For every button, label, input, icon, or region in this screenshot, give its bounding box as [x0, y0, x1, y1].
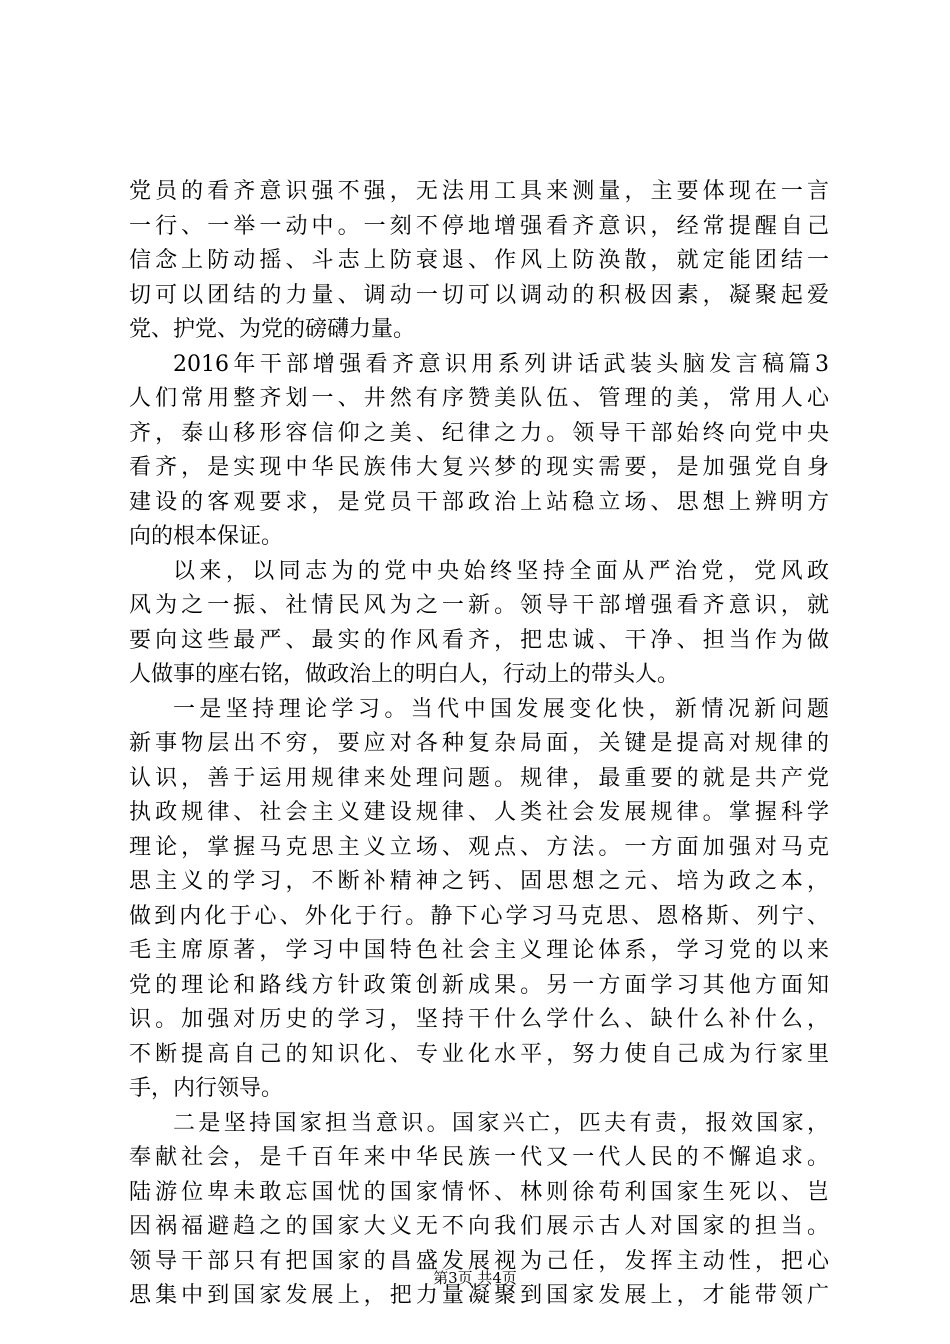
text-line: 信念上防动摇、斗志上防衰退、作风上防涣散，就定能团结一	[129, 248, 829, 273]
text-line: 切可以团结的力量、调动一切可以调动的积极因素，凝聚起爱	[129, 282, 829, 308]
text-line: 毛主席原著，学习中国特色社会主义理论体系，学习党的以来	[129, 938, 829, 963]
text-line: 做到内化于心、外化于行。静下心学习马克思、恩格斯、列宁、	[129, 903, 829, 929]
text-line: 风为之一振、社情民风为之一新。领导干部增强看齐意识，就	[129, 593, 829, 618]
text-line: 一行、一举一动中。一刻不停地增强看齐意识，经常提醒自己	[129, 213, 829, 239]
text-line: 以来，以同志为的党中央始终坚持全面从严治党，党风政	[173, 558, 829, 584]
body-text	[129, 175, 829, 1314]
text-line: 思集中到国家发展上，把力量凝聚到国家发展上，才能带领广	[129, 1283, 829, 1308]
text-line: 要向这些最严、最实的作风看齐，把忠诚、干净、担当作为做	[129, 627, 829, 653]
text-line: 认识，善于运用规律来处理问题。规律，最重要的就是共产党	[129, 765, 829, 791]
text-line: 2016年干部增强看齐意识用系列讲话武装头脑发言稿篇3	[173, 351, 829, 377]
text-line: 二是坚持国家担当意识。国家兴亡，匹夫有责，报效国家，	[173, 1110, 829, 1136]
text-line: 看齐，是实现中华民族伟大复兴梦的现实需要，是加强党自身	[129, 455, 829, 480]
text-line: 手，内行领导。	[129, 1076, 284, 1101]
text-line: 执政规律、社会主义建设规律、人类社会发展规律。掌握科学	[129, 800, 829, 825]
text-line: 识。加强对历史的学习，坚持干什么学什么、缺什么补什么，	[129, 1007, 829, 1032]
page-number-footer: 第3页 共4页	[433, 1269, 517, 1287]
text-line: 理论，掌握马克思主义立场、观点、方法。一方面加强对马克	[129, 834, 829, 860]
text-line: 建设的客观要求，是党员干部政治上站稳立场、思想上辨明方	[129, 489, 829, 515]
text-line: 不断提高自己的知识化、专业化水平，努力使自己成为行家里	[129, 1041, 829, 1067]
text-line: 新事物层出不穷，要应对各种复杂局面，关键是提高对规律的	[129, 731, 829, 756]
text-line: 党、护党、为党的磅礴力量。	[129, 317, 416, 342]
text-line: 领导干部只有把国家的昌盛发展视为己任，发挥主动性，把心	[129, 1248, 829, 1274]
text-line: 党员的看齐意识强不强，无法用工具来测量，主要体现在一言	[129, 179, 829, 204]
text-line: 人们常用整齐划一、井然有序赞美队伍、管理的美，常用人心	[129, 386, 829, 411]
text-line: 因祸福避趋之的国家大义无不向我们展示古人对国家的担当。	[129, 1214, 829, 1239]
text-line: 齐，泰山移形容信仰之美、纪律之力。领导干部始终向党中央	[129, 420, 829, 446]
text-line: 一是坚持理论学习。当代中国发展变化快，新情况新问题	[173, 696, 829, 722]
text-line: 向的根本保证。	[129, 524, 284, 549]
text-line: 奉献社会，是千百年来中华民族一代又一代人民的不懈追求。	[129, 1145, 829, 1170]
text-line: 思主义的学习，不断补精神之钙、固思想之元、培为政之本，	[129, 869, 829, 894]
text-line: 人做事的座右铭，做政治上的明白人，行动上的带头人。	[129, 662, 680, 687]
text-line: 党的理论和路线方针政策创新成果。另一方面学习其他方面知	[129, 972, 829, 998]
text-line: 陆游位卑未敢忘国忧的国家情怀、林则徐苟利国家生死以、岂	[129, 1179, 829, 1205]
